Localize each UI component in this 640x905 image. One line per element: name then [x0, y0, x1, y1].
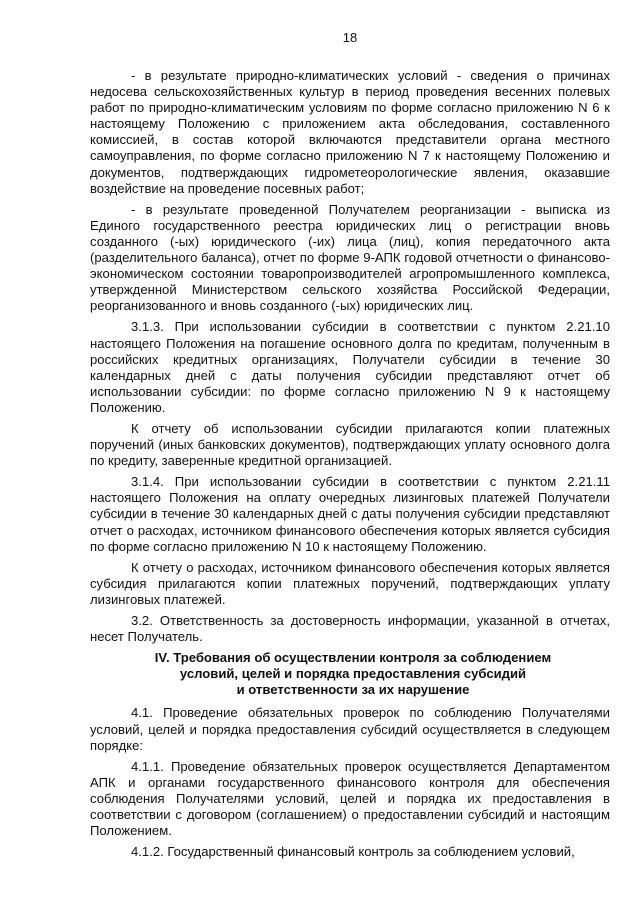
paragraph-4-1-1: 4.1.1. Проведение обязательных проверок осуществляется Департаментом АПК и органами государственного финансового контроля для обеспечения соблюдения Получателями условий, целей и порядка их предоставления в соответствии с договором (соглашением) о предоставлении субсидий и настоящим Положением. — [90, 758, 610, 839]
paragraph-reorganization: - в результате проведенной Получателем реорганизации - выписка из Единого государственного реестра юридических лиц о регистрации вновь созданного (-ых) юридического (-их) лица (лиц), копия передаточного акта (разделительного баланса), отчет по форме 9-АПК годовой отчетности о финансово-экономическом состоянии товаропроизводителей агропромышленного комплекса, утвержденной Министерством сельского хозяйства Российской Федерации, реорганизованного и вновь созданного (-ых) юридических лиц. — [90, 201, 610, 314]
section-heading-line-2: условий, целей и порядка предоставления субсидий — [179, 666, 527, 682]
section-heading-line-1: IV. Требования об осуществлении контроля за соблюдением — [154, 650, 552, 666]
section-heading-line-3: и ответственности за их нарушение — [236, 682, 470, 698]
paragraph-3-1-4: 3.1.4. При использовании субсидии в соответствии с пунктом 2.21.11 настоящего Положения на оплату очередных лизинговых платежей Получатели субсидии в течение 30 календарных дней с даты получения субсидии представляют отчет о расходах, источником финансового обеспечения которых является субсидия по форме согласно приложению N 10 к настоящему Положению. — [90, 474, 610, 554]
section-heading-iv — [90, 650, 610, 698]
page-number: 18 — [342, 30, 358, 45]
paragraph-4-1: 4.1. Проведение обязательных проверок по соблюдению Получателями условий, целей и порядка предоставления субсидий осуществляется в следующем порядке: — [90, 705, 610, 753]
paragraph-3-2: 3.2. Ответственность за достоверность информации, указанной в отчетах, несет Получатель. — [90, 613, 610, 645]
paragraph-expense-report-attachments: К отчету о расходах, источником финансового обеспечения которых является субсидия прилагаются копии платежных поручений, подтверждающих уплату лизинговых платежей. — [90, 559, 610, 607]
paragraph-natural-conditions: - в результате природно-климатических условий - сведения о причинах недосева сельскохозяйственных культур в период проведения весенних полевых работ по природно-климатическим условиям по форме согласно приложению N 6 к настоящему Положению с приложением акта обследования, составленного комиссией, в состав которой включаются представители органа местного самоуправления, по форме согласно приложению N 7 к настоящему Положению и документов, подтверждающих гидрометеорологические явления, оказавшие воздействие на проведение посевных работ; — [90, 68, 610, 196]
paragraph-3-1-3: 3.1.3. При использовании субсидии в соответствии с пунктом 2.21.10 настоящего Положения на погашение основного долга по кредитам, полученным в российских кредитных организациях, Получатели субсидии в течение 30 календарных дней с даты получения субсидии представляют отчет об использовании субсидии: по форме согласно приложению N 9 к настоящему Положению. — [90, 319, 610, 415]
paragraph-report-attachments: К отчету об использовании субсидии прилагаются копии платежных поручений (иных банковских документов), подтверждающих уплату основного долга по кредиту, заверенные кредитной организацией. — [90, 420, 610, 469]
paragraph-4-1-2: 4.1.2. Государственный финансовый контроль за соблюдением условий, — [131, 844, 575, 860]
